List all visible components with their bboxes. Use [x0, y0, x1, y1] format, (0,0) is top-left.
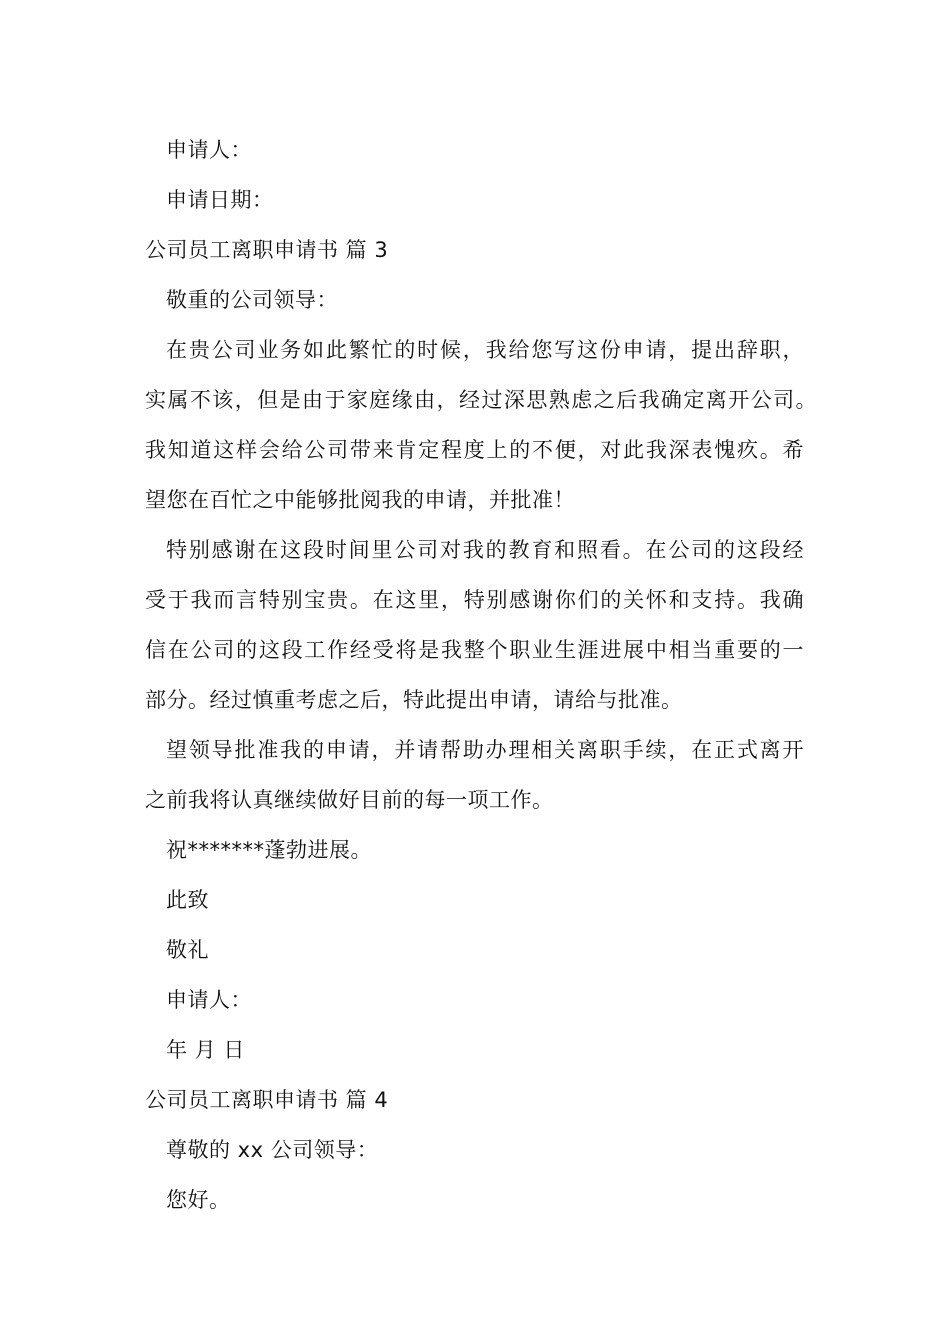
paragraph-line: 特别感谢在这段时间里公司对我的教育和照看。在公司的这段经 [166, 538, 804, 562]
paragraph-line: 望领导批准我的申请，并请帮助办理相关离职手续，在正式离开 [166, 738, 804, 762]
paragraph-line: 在贵公司业务如此繁忙的时候，我给您写这份申请，提出辞职， [166, 338, 804, 362]
application-date-label: 申请日期： [166, 188, 274, 212]
paragraph-line: 之前我将认真继续做好目前的每一项工作。 [145, 788, 554, 812]
section-title-4: 公司员工离职申请书 篇 4 [145, 1088, 389, 1112]
applicant-label: 申请人： [166, 138, 252, 162]
paragraph-line: 实属不该，但是由于家庭缘由，经过深思熟虑之后我确定离开公司。 [145, 388, 817, 412]
salutation: 敬重的公司领导： [166, 288, 338, 312]
paragraph-line: 信在公司的这段工作经受将是我整个职业生涯进展中相当重要的一 [145, 638, 804, 662]
date-line: 年 月 日 [166, 1038, 245, 1062]
paragraph-line: 部分。经过慎重考虑之后，特此提出申请，请给与批准。 [145, 688, 683, 712]
closing-salute: 敬礼 [166, 938, 209, 962]
paragraph-line: 望您在百忙之中能够批阅我的申请，并批准！ [145, 488, 575, 512]
paragraph-line: 我知道这样会给公司带来肯定程度上的不便，对此我深表愧疚。希 [145, 438, 804, 462]
section-title-3: 公司员工离职申请书 篇 3 [145, 238, 389, 262]
wish-line: 祝*******蓬勃进展。 [166, 838, 372, 862]
applicant-label: 申请人： [166, 988, 252, 1012]
salutation: 尊敬的 xx 公司领导： [166, 1138, 379, 1162]
paragraph-line: 受于我而言特别宝贵。在这里，特别感谢你们的关怀和支持。我确 [145, 588, 804, 612]
closing-line: 此致 [166, 888, 209, 912]
greeting: 您好。 [166, 1188, 231, 1212]
